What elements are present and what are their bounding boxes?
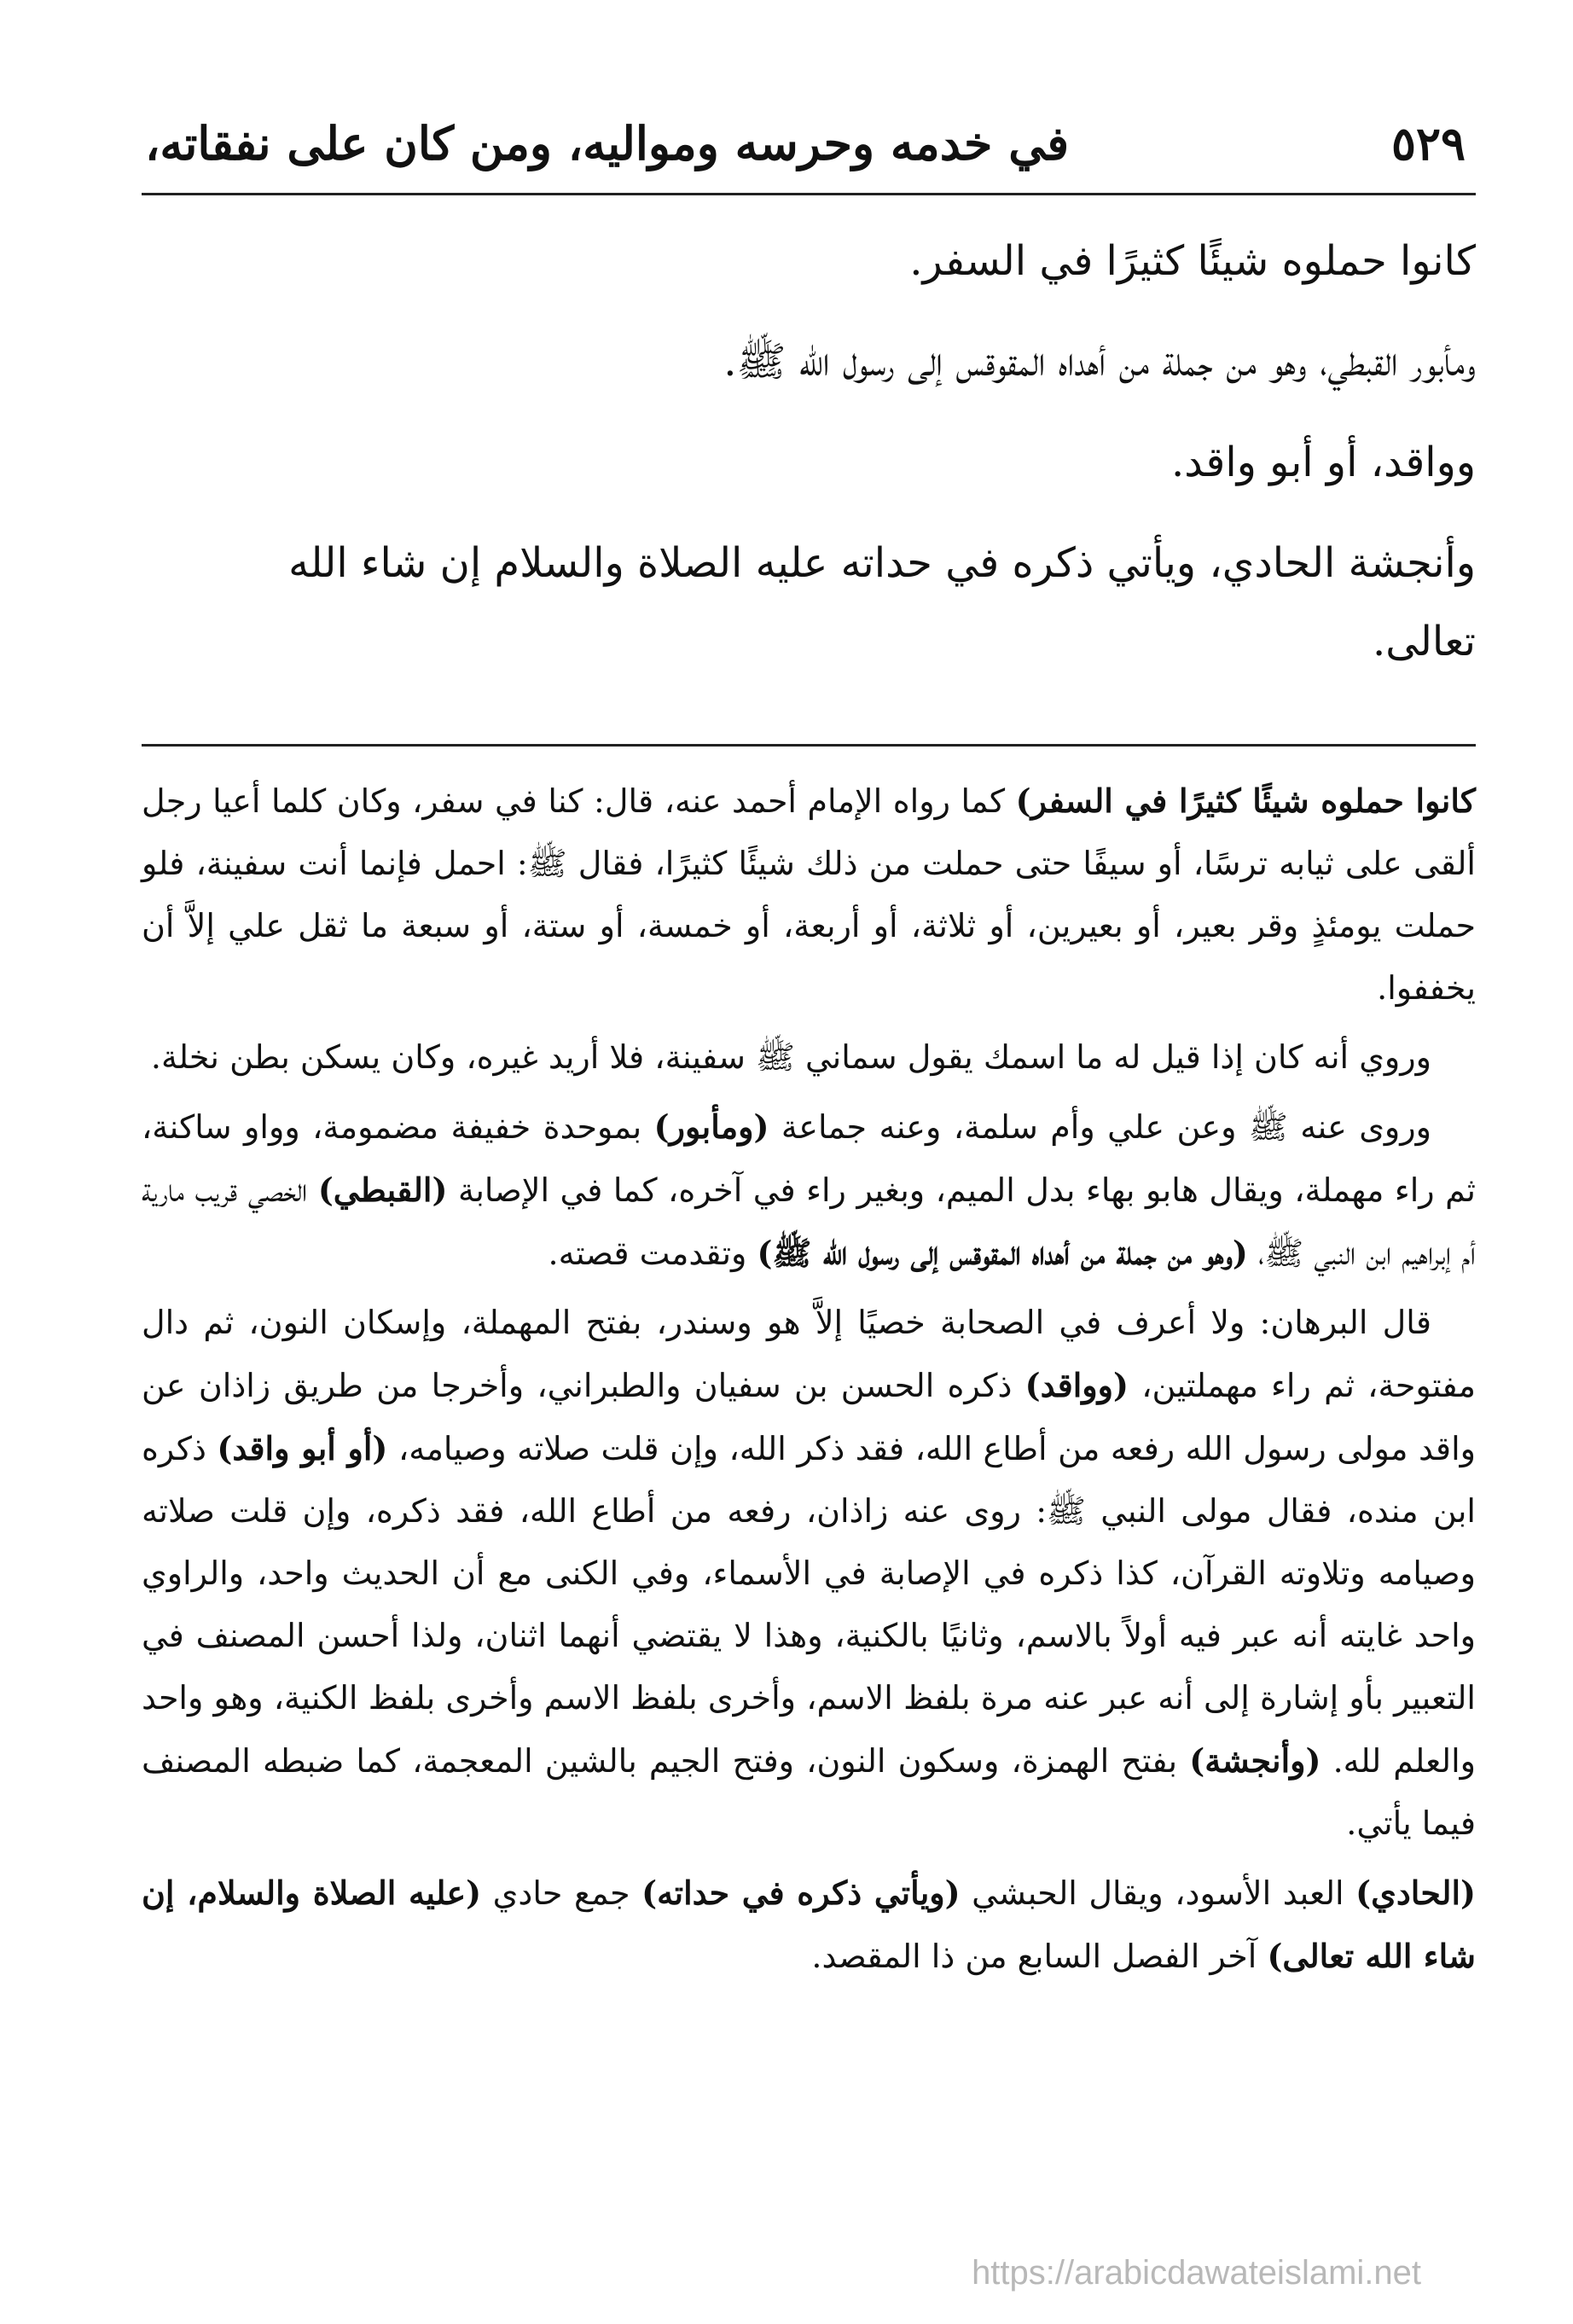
page-number: ٥٢٩ [1390, 116, 1466, 171]
quoted-phrase: كانوا حملوه شيئًا كثيرًا في السفر) [1015, 781, 1476, 820]
page-header [145, 101, 1466, 186]
main-line: تعالى. [1372, 618, 1476, 665]
watermark-url: https://arabicdawateislami.net [972, 2254, 1421, 2292]
commentary-text: جمع حادي [481, 1874, 642, 1912]
commentary-text: كما رواه الإمام أحمد عنه، قال: كنا في سفر، وكان كلما أعيا رجل ألقى على ثيابه ترسًا، أو سيفًا حتى حملت من ذلك شيئًا كثيرًا، فقال ﷺ: احمل فإنما أنت سفينة، فلو حملت يومئذٍ وقر بعير، أو بعيرين، أو ثلاثة، أو أربعة، أو خمسة، أو ستة، أو سبعة ما ثقل علي إلاَّ أن يخففوا. [142, 782, 1476, 1007]
commentary-paragraph [142, 1095, 1476, 1285]
header-rule [142, 193, 1476, 195]
quoted-phrase: (الحادي) [1355, 1874, 1476, 1912]
commentary-text: بموحدة خفيفة مضمومة، وواو ساكنة، ثم راء مهملة، ويقال هابو بهاء بدل الميم، وبغير راء في آخره، كما في الإصابة [142, 1108, 1476, 1209]
commentary-text: بفتح الهمزة، وسكون النون، وفتح الجيم بالشين المعجمة، كما ضبطه المصنف فيما يأتي. [142, 1742, 1476, 1842]
quoted-phrase: (وهو من جملة من أهداه المقوقس إلى رسول الله ﷺ) [757, 1234, 1248, 1272]
commentary-text: ذكره ابن منده، فقال مولى النبي ﷺ: روى عنه زاذان، رفعه من أطاع الله، فقد ذكره، وإن قلت صلاته وصيامه وتلاوته القرآن، كذا ذكره في الإصابة في الأسماء، وفي الكنى مع أن الحديث واحد، والراوي واحد غايته أنه عبر فيه أولاً بالاسم، وثانيًا بالكنية، وهذا لا يقتضي أنهما اثنان، ولذا أحسن المصنف في التعبير بأو إشارة إلى أنه عبر عنه مرة بلفظ الاسم، وأخرى بلفظ الاسم وأخرى بلفظ الكنية، وهو واحد والعلم لله. [142, 1430, 1476, 1780]
main-line: وأنجشة الحادي، ويأتي ذكره في حداته عليه الصلاة والسلام إن شاء الله [288, 539, 1476, 587]
footnote-separator [142, 744, 1476, 747]
commentary-text: آخر الفصل السابع من ذا المقصد. [811, 1938, 1268, 1975]
quoted-phrase: (وأنجشة) [1189, 1741, 1321, 1780]
quoted-phrase: (ومأبور) [653, 1107, 769, 1146]
commentary-paragraph [142, 770, 1476, 1020]
quoted-phrase: (أو أبو واقد) [217, 1429, 388, 1467]
commentary [142, 770, 1476, 1995]
commentary-paragraph: وروي أنه كان إذا قيل له ما اسمك يقول سماني ﷺ سفينة، فلا أريد غيره، وكان يسكن بطن نخلة. [150, 1038, 1431, 1076]
commentary-paragraph [142, 1292, 1476, 1855]
commentary-text: قال البرهان: ولا أعرف في الصحابة خصيًا إلاَّ هو وسندر، بفتح المهملة، وإسكان النون، ثم دال مفتوحة، ثم راء مهملتين، [142, 1304, 1476, 1404]
commentary-paragraph [142, 1862, 1476, 1988]
main-paragraph: ومأبور القبطي، وهو من جملة من أهداه المقوقس إلى رسول الله ﷺ. [723, 338, 1476, 386]
commentary-text: ذكره الحسن بن سفيان والطبراني، وأخرجا من طريق زاذان عن واقد مولى رسول الله رفعه من أطاع الله، فقد ذكر الله، وإن قلت صلاته وصيامه، [142, 1367, 1476, 1467]
main-paragraph: وواقد، أو أبو واقد. [1170, 439, 1476, 486]
commentary-text: العبد الأسود، ويقال الحبشي [960, 1874, 1356, 1912]
commentary-text: الخصي قريب مارية أم إبراهيم ابن النبي ﷺ، [142, 1171, 1476, 1272]
main-text [142, 222, 1476, 703]
main-paragraph [142, 524, 1476, 681]
quoted-phrase: (وواقد) [1024, 1366, 1129, 1404]
commentary-text: وتقدمت قصته. [548, 1235, 757, 1272]
quoted-phrase: (ويأتي ذكره في حداته) [641, 1874, 961, 1912]
quoted-phrase: (عليه الصلاة والسلام، إن شاء الله تعالى) [142, 1874, 1476, 1975]
running-title: في خدمه وحرسه ومواليه، ومن كان على نفقاته، [145, 116, 1070, 171]
quoted-phrase: (القبطي) [317, 1171, 448, 1209]
commentary-text: وروى عنه ﷺ وعن علي وأم سلمة، وعنه جماعة [769, 1108, 1431, 1146]
main-paragraph: كانوا حملوه شيئًا كثيرًا في السفر. [909, 237, 1476, 285]
